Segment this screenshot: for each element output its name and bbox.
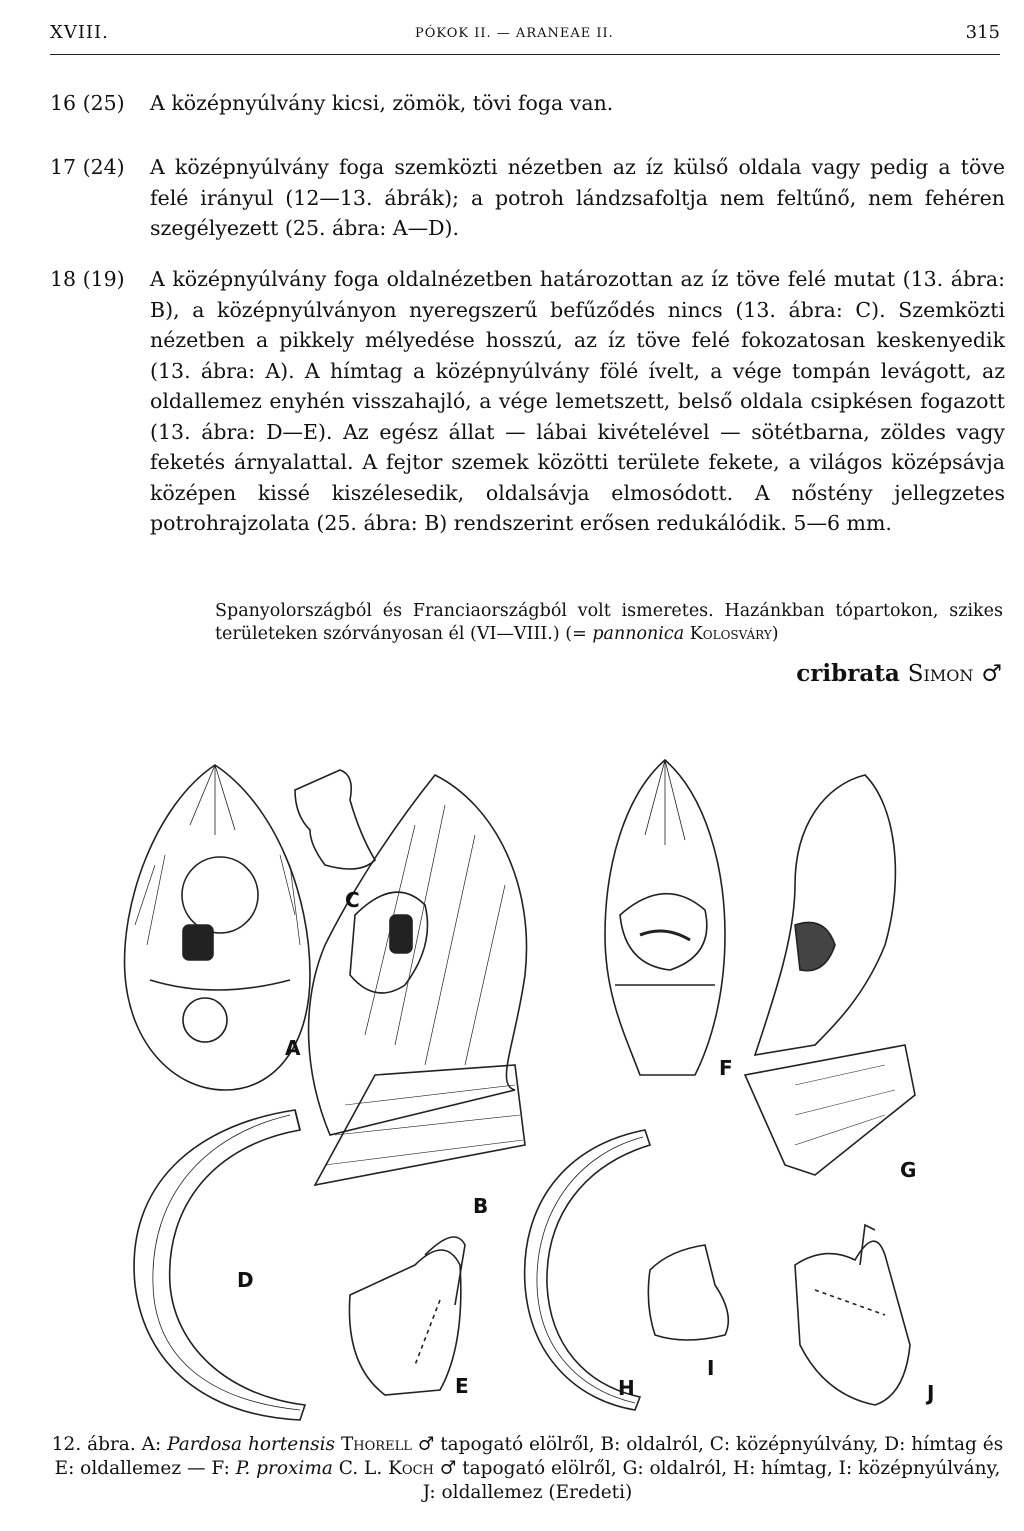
- drawing-g-palp-side: [745, 775, 915, 1175]
- drawing-f-palp-front: [605, 760, 725, 1075]
- figure-label-e: E: [455, 1374, 469, 1398]
- distribution-note: [215, 600, 1003, 646]
- entry-number: 16 (25): [50, 91, 125, 115]
- caption-author-1: Thorell: [340, 1434, 412, 1455]
- drawing-b-palp-side: [309, 775, 527, 1185]
- entry-number: 18 (19): [50, 267, 125, 291]
- key-entry-17: [50, 152, 1005, 244]
- key-entry-18: [50, 264, 1005, 539]
- caption-species-2: P. proxima: [235, 1458, 333, 1479]
- drawing-a-palp-front: [125, 765, 310, 1090]
- key-entry-16: [50, 88, 1005, 119]
- figure-label-c: C: [345, 888, 360, 912]
- species-name: [796, 660, 1002, 687]
- drawing-j-lateral-plate: [795, 1225, 910, 1405]
- drawing-h-embolus: [525, 1130, 650, 1410]
- figure-label-g: G: [900, 1158, 917, 1182]
- caption-author-2: C. L. Koch: [338, 1458, 434, 1479]
- figure-caption: [50, 1433, 1005, 1505]
- figure-12: [95, 745, 1024, 1425]
- distribution-text: Spanyolországból és Franciaországból volt ismeretes. Hazánkban tópartokon, szikes területeken szórványosan él (VI—VIII.) (=: [215, 601, 1003, 644]
- caption-part: 12. ábra. A:: [51, 1434, 168, 1455]
- figure-label-f: F: [719, 1056, 733, 1080]
- entry-text: A középnyúlvány foga szemközti nézetben az íz külső oldala vagy pedig a töve felé irányul (12—13. ábrák); a potroh lándzsafoltja nem feltűnő, nem fehéren szegélyezett (25. ábra: A—D).: [150, 155, 1005, 240]
- running-title: PÓKOK II. — ARANEAE II.: [415, 26, 614, 41]
- figure-label-b: B: [473, 1194, 489, 1218]
- distribution-close: ): [771, 624, 779, 644]
- figure-label-j: J: [927, 1381, 935, 1405]
- entry-number: 17 (24): [50, 155, 125, 179]
- figure-label-h: H: [618, 1376, 635, 1400]
- figure-drawing: [95, 745, 1024, 1425]
- drawing-c-median-apophysis: [295, 770, 375, 869]
- figure-label-d: D: [237, 1268, 254, 1292]
- caption-part: ♂ tapogató elölről, B: oldalról, C: középnyúlvány, D: hímtag és E: oldallemez — F:: [54, 1434, 1004, 1479]
- entry-text: A középnyúlvány kicsi, zömök, tövi foga van.: [150, 91, 614, 115]
- running-header: [50, 22, 1000, 52]
- synonym-name: pannonica: [592, 624, 685, 644]
- caption-species-1: Pardosa hortensis: [167, 1434, 336, 1455]
- figure-label-i: I: [707, 1356, 715, 1380]
- male-symbol-icon: ♂: [981, 660, 1002, 687]
- chapter-number: XVIII.: [50, 22, 109, 43]
- drawing-e-lateral-plate: [349, 1237, 465, 1395]
- synonym-author: Kolosváry: [689, 624, 772, 644]
- species-epithet: cribrata: [796, 660, 900, 687]
- figure-label-a: A: [285, 1036, 301, 1060]
- drawing-i-median-apophysis: [648, 1245, 728, 1340]
- header-rule: [50, 54, 1000, 55]
- entry-text: A középnyúlvány foga oldalnézetben határozottan az íz töve felé mutat (13. ábra: B), a középnyúlványon nyeregszerű befűződés nincs (13. ábra: C). Szemközti nézetben a pikkely mélyedése hosszú, az íz töve felé fokozatosan keskenyedik (13. ábra: A). A hímtag a középnyúlvány fölé ívelt, a vége tompán levágott, az oldallemez enyhén visszahajló, a vége lemetszett, belső oldala csipkésen fogazott (13. ábra: D—E). Az egész állat — lábai kivételével — sötétbarna, zöldes vagy feketés árnyalattal. A fejtor szemek közötti területe fekete, a világos középsávja középen kissé kiszélesedik, oldalsávja elmosódott. A nőstény jellegzetes potrohrajzolata (25. ábra: B) rendszerint erősen redukálódik. 5—6 mm.: [150, 267, 1005, 535]
- page-number: 315: [965, 22, 1000, 43]
- species-author: Simon: [907, 661, 974, 687]
- caption-part: ♂ tapogató elölről, G: oldalról, H: hímtag, I: középnyúlvány, J: oldallemez (Eredeti): [422, 1458, 1001, 1503]
- drawing-d-embolus: [134, 1110, 305, 1420]
